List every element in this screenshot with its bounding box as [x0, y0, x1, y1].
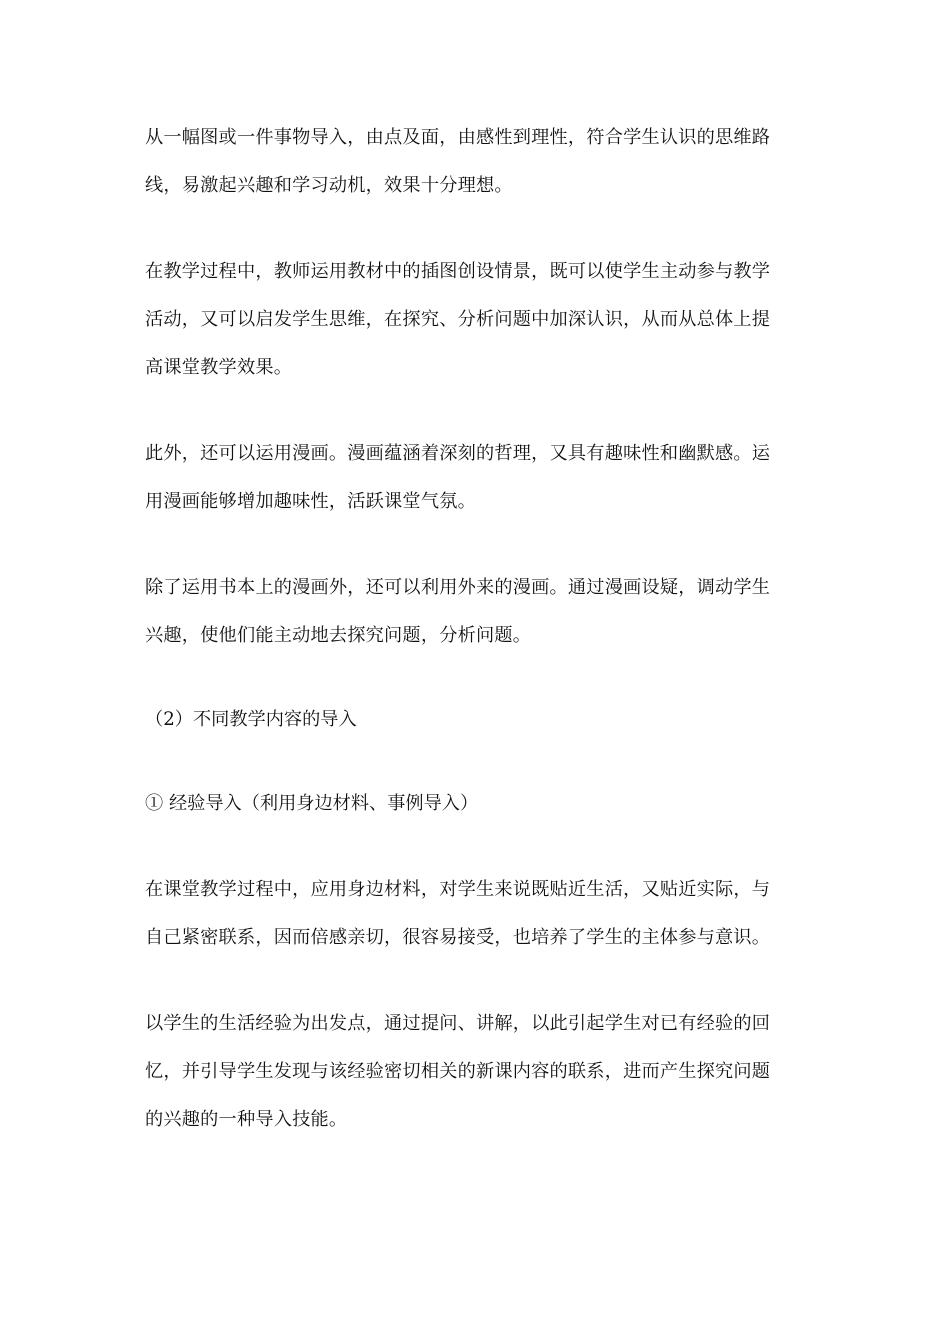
text-line: 用漫画能够增加趣味性，活跃课堂气氛。 — [145, 491, 476, 512]
paragraph-1 — [145, 114, 805, 210]
text-line: 活动，又可以启发学生思维，在探究、分析问题中加深认识，从而从总体上提 — [145, 309, 771, 330]
text-line: 兴趣，使他们能主动地去探究问题，分析问题。 — [145, 625, 532, 646]
paragraph-2 — [145, 248, 805, 392]
text-line: 从一幅图或一件事物导入，由点及面，由感性到理性，符合学生认识的思维路 — [145, 127, 771, 148]
text-line: 高课堂教学效果。 — [145, 357, 293, 378]
text-line: 线，易激起兴趣和学习动机，效果十分理想。 — [145, 175, 513, 196]
text-line: 忆，并引导学生发现与该经验密切相关的新课内容的联系，进而产生探究问题 — [145, 1061, 771, 1082]
text-line: 自己紧密联系，因而倍感亲切，很容易接受，也培养了学生的主体参与意识。 — [145, 927, 771, 948]
subsection-heading: ① 经验导入（利用身边材料、事例导入） — [145, 793, 479, 814]
text-line: 除了运用书本上的漫画外，还可以利用外来的漫画。通过漫画设疑，调动学生 — [145, 577, 771, 598]
document-body — [145, 114, 805, 1182]
paragraph-3 — [145, 430, 805, 526]
section-heading: （2）不同教学内容的导入 — [145, 709, 357, 730]
paragraph-4 — [145, 564, 805, 660]
text-line: 在课堂教学过程中，应用身边材料，对学生来说既贴近生活，又贴近实际，与 — [145, 879, 771, 900]
paragraph-5 — [145, 866, 805, 962]
text-line: 此外，还可以运用漫画。漫画蕴涵着深刻的哲理，又具有趣味性和幽默感。运 — [145, 443, 771, 464]
text-line: 的兴趣的一种导入技能。 — [145, 1109, 348, 1130]
text-line: 在教学过程中，教师运用教材中的插图创设情景，既可以使学生主动参与教学 — [145, 261, 771, 282]
text-line: 以学生的生活经验为出发点，通过提问、讲解，以此引起学生对已有经验的回 — [145, 1013, 771, 1034]
paragraph-6 — [145, 1000, 805, 1144]
